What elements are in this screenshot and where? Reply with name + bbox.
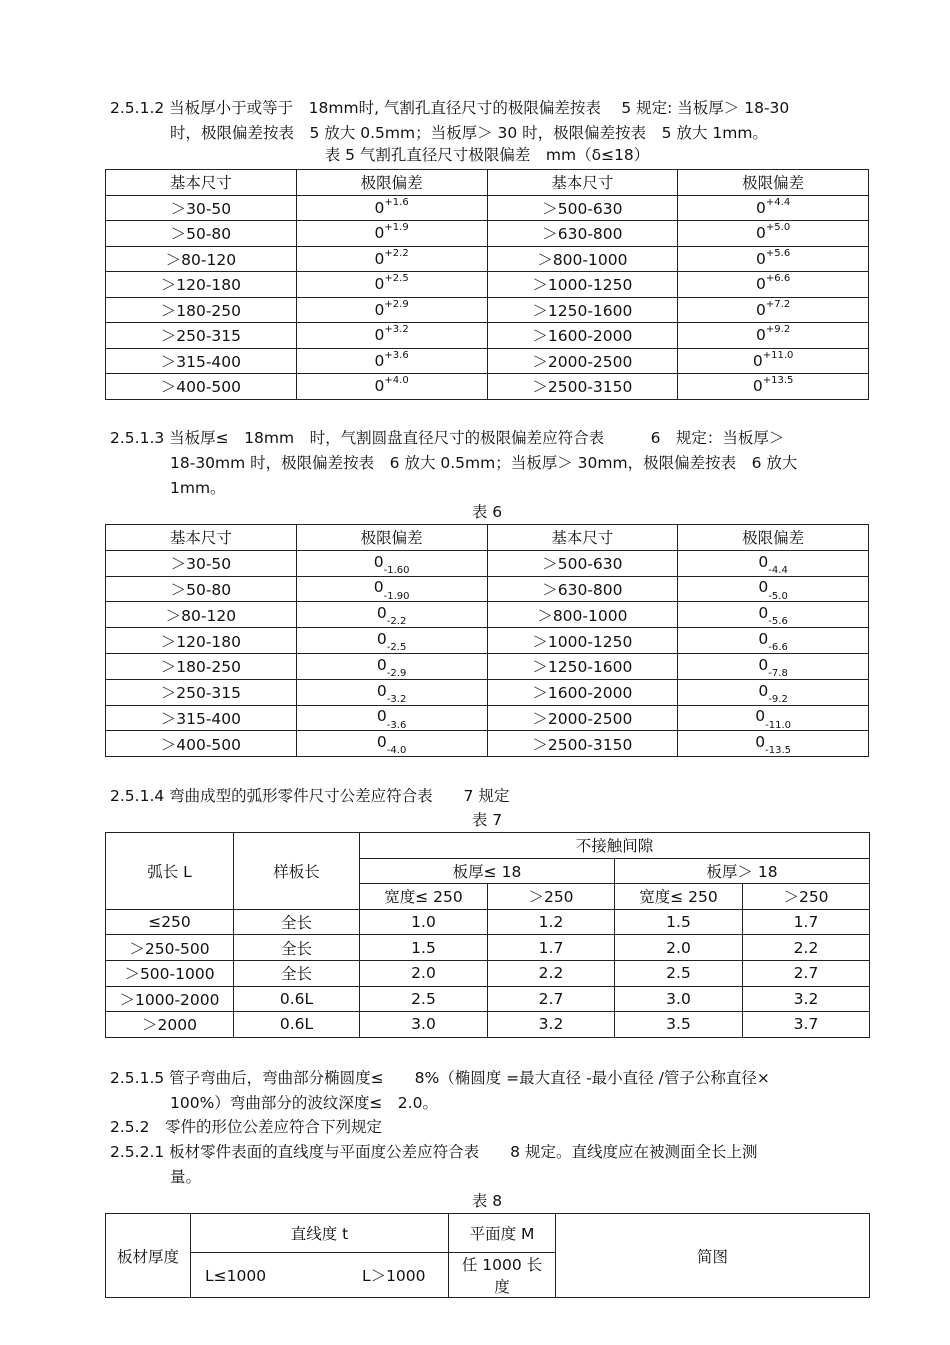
deviation-cell [296, 731, 487, 757]
size-cell: ＞2000-2500 [487, 348, 678, 374]
header-cell: ＞250 [743, 884, 870, 910]
deviation-value: -2.2 [386, 616, 407, 628]
table-row [106, 986, 870, 1012]
size-cell: ＞1250-1600 [487, 653, 678, 679]
deviation-base: 0 [374, 377, 385, 396]
deviation-value: +5.0 [765, 222, 791, 234]
table-row [106, 550, 869, 576]
deviation-value: +4.4 [765, 196, 791, 208]
table-header-row [106, 833, 870, 859]
deviation-value: -9.2 [768, 693, 788, 705]
deviation-base: 0 [756, 224, 766, 243]
deviation-base: 0 [374, 275, 385, 294]
table-cell: 2.0 [615, 935, 743, 961]
size-cell: ＞30-50 [106, 550, 297, 576]
size-cell: ＞50-80 [106, 576, 297, 602]
deviation-base: 0 [758, 681, 769, 700]
table-header-row [106, 1214, 870, 1253]
table-cell: 2.0 [360, 960, 488, 986]
size-cell: ＞800-1000 [487, 602, 678, 628]
deviation-value: -5.0 [768, 590, 788, 602]
paragraph-252 [110, 1115, 870, 1140]
table-row [106, 909, 870, 935]
header-cell: 极限偏差 [678, 170, 869, 196]
paragraph-line: 量。 [170, 1168, 202, 1186]
deviation-value: +3.2 [384, 324, 409, 336]
deviation-base: 0 [373, 552, 384, 571]
size-cell: ＞180-250 [106, 297, 297, 323]
table6-body [106, 550, 869, 756]
table-7 [105, 832, 870, 1038]
deviation-cell [678, 550, 869, 576]
table-cell: ＞2000 [106, 1012, 234, 1038]
paragraph-line: 2.5.2 零件的形位公差应符合下列规定 [110, 1118, 382, 1136]
header-cell: 简图 [556, 1214, 870, 1298]
deviation-base: 0 [374, 300, 385, 319]
deviation-base: 0 [758, 552, 769, 571]
deviation-base: 0 [376, 655, 387, 674]
table-cell: 1.5 [360, 935, 488, 961]
deviation-cell [678, 323, 869, 349]
paragraph-line: 2.5.1.4 弯曲成型的弧形零件尺寸公差应符合表 7 规定 [110, 787, 510, 805]
deviation-base: 0 [376, 604, 387, 623]
deviation-cell [296, 653, 487, 679]
deviation-value: -2.5 [386, 642, 407, 654]
deviation-base: 0 [376, 630, 387, 649]
table-cell: 1.0 [360, 909, 488, 935]
deviation-value: -11.0 [765, 719, 791, 731]
table-cell: ≤250 [106, 909, 234, 935]
deviation-value: -3.6 [386, 719, 407, 731]
deviation-value: +5.6 [765, 247, 791, 259]
size-cell: ＞2500-3150 [487, 374, 678, 400]
deviation-value: -4.4 [768, 564, 788, 576]
table-row [106, 323, 869, 349]
size-cell: ＞400-500 [106, 374, 297, 400]
deviation-cell [678, 246, 869, 272]
deviation-base: 0 [756, 198, 766, 217]
size-cell: ＞315-400 [106, 348, 297, 374]
table-cell: 3.5 [615, 1012, 743, 1038]
deviation-base: 0 [752, 377, 763, 396]
table-cell: 2.2 [488, 960, 615, 986]
paragraph-line: 1mm。 [170, 479, 226, 497]
deviation-cell [296, 679, 487, 705]
table7-body [106, 909, 870, 1037]
deviation-value: -1.60 [383, 564, 410, 576]
table-cell: ＞500-1000 [106, 960, 234, 986]
deviation-cell [678, 297, 869, 323]
deviation-base: 0 [756, 326, 766, 345]
deviation-cell [296, 246, 487, 272]
deviation-cell [678, 628, 869, 654]
size-cell: ＞500-630 [487, 195, 678, 221]
header-cell: ＞250 [488, 884, 615, 910]
paragraph-line: 2.5.2.1 板材零件表面的直线度与平面度公差应符合表 8 规定。直线度应在被测面全长上测 [110, 1143, 758, 1161]
size-cell: ＞50-80 [106, 221, 297, 247]
table-cell: 1.2 [488, 909, 615, 935]
paragraph-line: 2.5.1.2 当板厚小于或等于 18mm时, 气割孔直径尺寸的极限偏差按表 5 规定: 当板厚＞ 18-30 [110, 99, 790, 117]
table-row [106, 348, 869, 374]
size-cell: ＞1000-1250 [487, 628, 678, 654]
table5-caption: 表 5 气割孔直径尺寸极限偏差 mm（δ≤18） [324, 146, 650, 164]
table-cell: 全长 [234, 935, 360, 961]
deviation-cell [678, 195, 869, 221]
paragraph-2521 [110, 1140, 870, 1190]
table-row [106, 246, 869, 272]
size-cell: ＞800-1000 [487, 246, 678, 272]
table-cell: 3.7 [743, 1012, 870, 1038]
deviation-cell [296, 323, 487, 349]
deviation-cell [678, 653, 869, 679]
deviation-base: 0 [374, 351, 385, 370]
size-cell: ＞80-120 [106, 246, 297, 272]
deviation-base: 0 [752, 351, 763, 370]
deviation-value: -3.2 [386, 693, 407, 705]
deviation-base: 0 [376, 707, 387, 726]
header-cell: 基本尺寸 [487, 170, 678, 196]
table-cell: 1.7 [488, 935, 615, 961]
header-cell: 弧长 L [106, 833, 234, 910]
deviation-value: +4.0 [384, 375, 409, 387]
deviation-value: +1.6 [384, 196, 409, 208]
deviation-cell [678, 705, 869, 731]
header-cell: 基本尺寸 [487, 525, 678, 551]
table-cell: 3.0 [360, 1012, 488, 1038]
table-cell: 3.2 [743, 986, 870, 1012]
table-row [106, 195, 869, 221]
deviation-base: 0 [755, 707, 766, 726]
deviation-cell [296, 272, 487, 298]
deviation-value: -4.0 [386, 745, 407, 757]
table-row [106, 272, 869, 298]
deviation-cell [296, 705, 487, 731]
header-cell: 基本尺寸 [106, 170, 297, 196]
deviation-value: -1.90 [383, 590, 410, 602]
deviation-cell [296, 297, 487, 323]
deviation-value: -2.9 [386, 667, 407, 679]
deviation-value: -7.8 [768, 667, 788, 679]
header-cell: 宽度≤ 250 [615, 884, 743, 910]
deviation-value: +6.6 [765, 273, 791, 285]
deviation-base: 0 [376, 681, 387, 700]
header-cell: 不接触间隙 [360, 833, 870, 859]
paragraph-2513 [110, 426, 870, 501]
table-row [106, 935, 870, 961]
size-cell: ＞630-800 [487, 221, 678, 247]
size-cell: ＞400-500 [106, 731, 297, 757]
deviation-cell [296, 576, 487, 602]
paragraph-line: 2.5.1.3 当板厚≤ 18mm 时，气割圆盘直径尺寸的极限偏差应符合表 6 规定：当板厚＞ [110, 429, 785, 447]
deviation-base: 0 [755, 733, 766, 752]
table-8 [105, 1213, 870, 1298]
size-cell: ＞630-800 [487, 576, 678, 602]
table-cell: ＞1000-2000 [106, 986, 234, 1012]
paragraph-line: 18-30mm 时，极限偏差按表 6 放大 0.5mm；当板厚＞ 30mm，极限偏差按表 6 放大 [170, 454, 798, 472]
deviation-cell [678, 272, 869, 298]
table-cell: 2.7 [488, 986, 615, 1012]
table-cell: 3.2 [488, 1012, 615, 1038]
deviation-cell [296, 221, 487, 247]
length-le-1000: L≤1000 [205, 1267, 267, 1285]
size-cell: ＞1000-1250 [487, 272, 678, 298]
header-cell [191, 1253, 449, 1298]
deviation-base: 0 [758, 604, 769, 623]
table-row [106, 297, 869, 323]
size-cell: ＞80-120 [106, 602, 297, 628]
header-cell: 极限偏差 [678, 525, 869, 551]
size-cell: ＞30-50 [106, 195, 297, 221]
deviation-base: 0 [374, 326, 385, 345]
deviation-base: 0 [758, 630, 769, 649]
deviation-base: 0 [756, 300, 766, 319]
header-cell: 直线度 t [191, 1214, 449, 1253]
size-cell: ＞2500-3150 [487, 731, 678, 757]
table-cell: 0.6L [234, 986, 360, 1012]
size-cell: ＞500-630 [487, 550, 678, 576]
table-cell: 全长 [234, 960, 360, 986]
deviation-cell [678, 221, 869, 247]
table6-caption: 表 6 [471, 503, 503, 521]
header-cell: 板厚≤ 18 [360, 858, 615, 884]
table-cell: 2.7 [743, 960, 870, 986]
table-row [106, 221, 869, 247]
deviation-base: 0 [758, 578, 769, 597]
paragraph-2515 [110, 1066, 870, 1116]
header-cell: 板材厚度 [106, 1214, 191, 1298]
table-5 [105, 169, 869, 400]
deviation-cell [678, 576, 869, 602]
paragraph-line: 100%）弯曲部分的波纹深度≤ 2.0。 [170, 1094, 438, 1112]
table-row [106, 705, 869, 731]
size-cell: ＞180-250 [106, 653, 297, 679]
deviation-cell [678, 731, 869, 757]
table-cell: ＞250-500 [106, 935, 234, 961]
table-cell: 1.7 [743, 909, 870, 935]
deviation-value: +7.2 [765, 298, 791, 310]
table-row [106, 731, 869, 757]
table5-body [106, 195, 869, 399]
deviation-base: 0 [756, 275, 766, 294]
size-cell: ＞120-180 [106, 272, 297, 298]
table7-caption: 表 7 [471, 811, 503, 829]
deviation-value: +9.2 [765, 324, 791, 336]
deviation-value: -13.5 [765, 745, 791, 757]
table-cell: 2.2 [743, 935, 870, 961]
deviation-cell [296, 374, 487, 400]
deviation-value: +2.2 [384, 247, 409, 259]
table-cell: 3.0 [615, 986, 743, 1012]
paragraph-line: 2.5.1.5 管子弯曲后，弯曲部分椭圆度≤ 8%（椭圆度 =最大直径 -最小直径 /管子公称直径× [110, 1069, 770, 1087]
deviation-cell [296, 628, 487, 654]
size-cell: ＞315-400 [106, 705, 297, 731]
deviation-base: 0 [373, 578, 384, 597]
table-cell: 2.5 [615, 960, 743, 986]
header-cell: 宽度≤ 250 [360, 884, 488, 910]
deviation-cell [678, 602, 869, 628]
size-cell: ＞1250-1600 [487, 297, 678, 323]
deviation-cell [296, 195, 487, 221]
deviation-value: -6.6 [768, 642, 788, 654]
table-row [106, 960, 870, 986]
deviation-base: 0 [758, 655, 769, 674]
deviation-base: 0 [756, 249, 766, 268]
deviation-base: 0 [374, 249, 385, 268]
header-cell: 极限偏差 [296, 170, 487, 196]
header-cell: 板厚＞ 18 [615, 858, 870, 884]
table-cell: 2.5 [360, 986, 488, 1012]
deviation-base: 0 [374, 224, 385, 243]
size-cell: ＞250-315 [106, 323, 297, 349]
length-gt-1000: L＞1000 [361, 1267, 426, 1285]
deviation-cell [678, 679, 869, 705]
table-row [106, 576, 869, 602]
header-cell: 样板长 [234, 833, 360, 910]
deviation-cell [678, 374, 869, 400]
deviation-cell [296, 550, 487, 576]
table-row [106, 602, 869, 628]
deviation-cell [296, 602, 487, 628]
table8-caption: 表 8 [471, 1192, 503, 1210]
deviation-value: +1.9 [384, 222, 409, 234]
size-cell: ＞1600-2000 [487, 679, 678, 705]
deviation-base: 0 [374, 198, 385, 217]
size-cell: ＞1600-2000 [487, 323, 678, 349]
header-cell: 平面度 M [449, 1214, 556, 1253]
table-row [106, 628, 869, 654]
deviation-value: +2.9 [384, 298, 409, 310]
header-cell: 任 1000 长度 [449, 1253, 556, 1298]
table-row [106, 1012, 870, 1038]
header-cell: 基本尺寸 [106, 525, 297, 551]
deviation-value: +3.6 [384, 349, 409, 361]
size-cell: ＞250-315 [106, 679, 297, 705]
size-cell: ＞120-180 [106, 628, 297, 654]
deviation-cell [296, 348, 487, 374]
paragraph-2512 [110, 96, 870, 146]
deviation-value: +2.5 [384, 273, 409, 285]
table-header-row [106, 525, 869, 551]
paragraph-2514 [110, 784, 870, 809]
table-row [106, 679, 869, 705]
deviation-value: +11.0 [762, 349, 794, 361]
table-row [106, 653, 869, 679]
deviation-base: 0 [376, 733, 387, 752]
table-row [106, 374, 869, 400]
size-cell: ＞2000-2500 [487, 705, 678, 731]
header-cell: 极限偏差 [296, 525, 487, 551]
table-cell: 1.5 [615, 909, 743, 935]
deviation-value: -5.6 [768, 616, 788, 628]
deviation-cell [678, 348, 869, 374]
paragraph-line: 时，极限偏差按表 5 放大 0.5mm；当板厚＞ 30 时，极限偏差按表 5 放大 1mm。 [170, 124, 768, 142]
table-header-row [106, 170, 869, 196]
table-cell: 全长 [234, 909, 360, 935]
table-6 [105, 524, 869, 757]
deviation-value: +13.5 [762, 375, 794, 387]
table-cell: 0.6L [234, 1012, 360, 1038]
